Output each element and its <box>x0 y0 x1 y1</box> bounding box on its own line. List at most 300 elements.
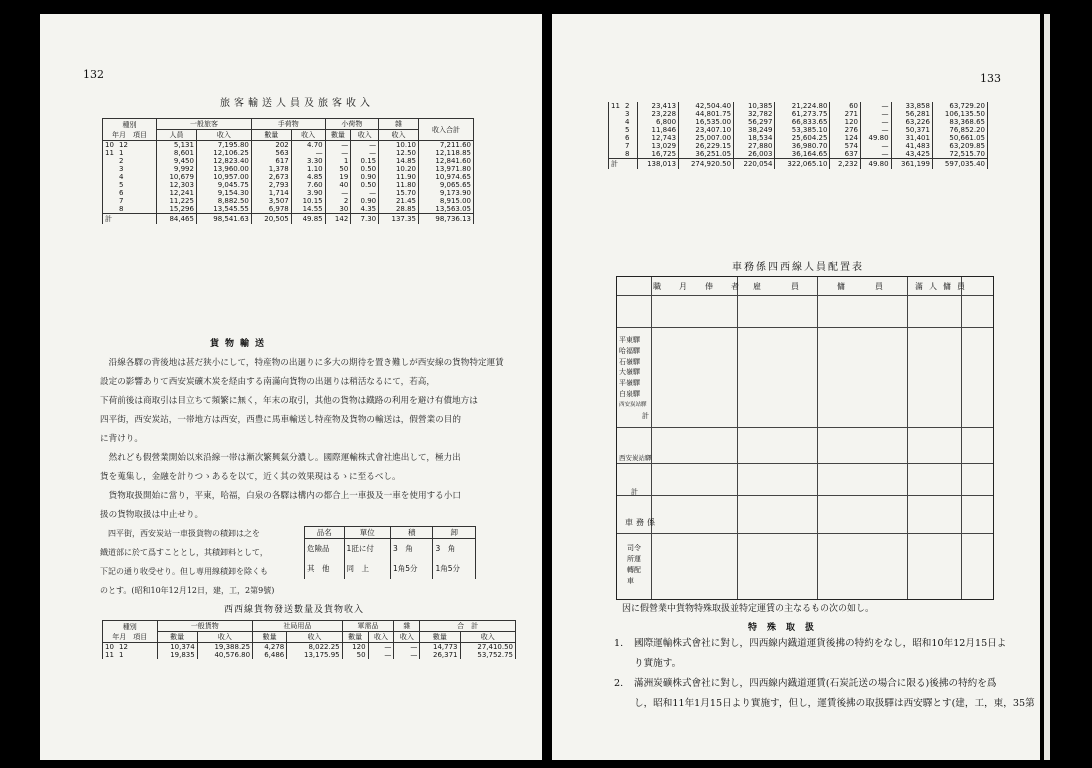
table-cell: 49.80 <box>860 159 891 170</box>
table-title: 旅客輸送人員及旅客收入 <box>220 98 374 109</box>
sub-header: 收入 <box>379 130 419 141</box>
station-label: 平嶺驛 <box>619 379 640 388</box>
table-cell: — <box>351 149 379 157</box>
table-cell: 3.90 <box>291 189 325 197</box>
row-year: 11 <box>611 102 620 110</box>
station-label: 白泉驛 <box>619 389 640 398</box>
table-cell: 12,823.40 <box>196 157 251 165</box>
total-label: 計 <box>103 214 157 225</box>
table-cell: 3,507 <box>251 197 291 205</box>
table-cell: 120 <box>830 118 861 126</box>
table-cell: 23,228 <box>637 110 678 118</box>
table-row <box>103 643 516 652</box>
table-cell: 597,035.40 <box>932 159 987 170</box>
table-cell: 8,022.25 <box>287 643 342 652</box>
group-header: 一般貨物 <box>157 621 253 632</box>
table-cell: 0.15 <box>351 157 379 165</box>
table-cell: 50 <box>342 651 368 659</box>
table-cell: 10,974.65 <box>418 173 473 181</box>
row-date <box>609 150 638 159</box>
row-year: 11 <box>105 651 114 659</box>
group-header: 一般旅客 <box>157 119 252 130</box>
item-text: 國際運輸株式會社に對し，四西線内鐡道運貨後拂の特約をなし，昭和10年12月15日よ <box>634 638 1007 649</box>
special-items <box>614 634 1040 714</box>
table-cell: 15,296 <box>157 205 197 214</box>
sub-header: 收入 <box>196 130 251 141</box>
table-cell: 2,232 <box>830 159 861 170</box>
table-cell: 0.90 <box>351 197 379 205</box>
table-cell: 13,960.00 <box>196 165 251 173</box>
table-cell: 10,374 <box>157 643 197 652</box>
row-date <box>609 142 638 150</box>
table-row <box>609 118 988 126</box>
paragraph-line: 下記の通り收受せり。但し専用線積卸を除くも <box>100 567 268 576</box>
stub-bottom-right: 項目 <box>133 130 148 139</box>
row-month: 1 <box>119 149 124 157</box>
row-date <box>609 126 638 134</box>
stub-top: 種別 <box>122 120 137 129</box>
table-cell: 138,013 <box>637 159 678 170</box>
group-header: 收入合計 <box>418 119 473 141</box>
table-cell: 12,106.25 <box>196 149 251 157</box>
sub-header: 數量 <box>325 130 351 141</box>
section-label: 司令所運轉配車 <box>627 544 641 585</box>
item-text: り實施す。 <box>634 658 682 669</box>
table-cell: 25,007.00 <box>679 134 734 142</box>
table-cell: 23,407.10 <box>679 126 734 134</box>
sub-header: 數量 <box>420 632 460 643</box>
table-cell: — <box>368 643 394 652</box>
table-cell: 9,173.90 <box>418 189 473 197</box>
station-list <box>619 335 649 421</box>
table-cell: 10.20 <box>379 165 419 173</box>
fee-load: 1角5分 <box>390 559 433 579</box>
table-cell: 63,226 <box>891 118 932 126</box>
table-cell: 6,978 <box>251 205 291 214</box>
table-cell: 72,515.70 <box>932 150 987 159</box>
loading-fee-text <box>100 524 300 600</box>
table-cell: 10,957.00 <box>196 173 251 181</box>
table-cell: 574 <box>830 142 861 150</box>
sub-header: 收入 <box>291 130 325 141</box>
table-cell: 2,793 <box>251 181 291 189</box>
table-cell: 76,852.20 <box>932 126 987 134</box>
station-label: 哈福驛 <box>619 346 640 355</box>
fee-header: 積 <box>390 527 433 539</box>
row-month: 6 <box>625 134 630 142</box>
table-cell: 4,278 <box>253 643 287 652</box>
table-cell: 44,801.75 <box>679 110 734 118</box>
table-cell: 106,135.50 <box>932 110 987 118</box>
table-cell: 23,413 <box>637 102 678 110</box>
table-cell: 12,841.60 <box>418 157 473 165</box>
table-cell: 15.70 <box>379 189 419 197</box>
table-row <box>609 150 988 159</box>
table-cell: 1,378 <box>251 165 291 173</box>
table-cell: 19,388.25 <box>197 643 252 652</box>
page-edge <box>1044 14 1050 760</box>
table-cell: 26,229.15 <box>679 142 734 150</box>
row-month: 4 <box>119 173 124 181</box>
table-cell: 36,251.05 <box>679 150 734 159</box>
table-cell: 13,563.05 <box>418 205 473 214</box>
table-cell: 10.15 <box>291 197 325 205</box>
table-row <box>103 157 474 165</box>
row-month: 12 <box>119 141 128 149</box>
paragraph-line: 貨物取扱開始に當り，平東，哈福，白泉の各驛は構内の都合上一車扱及一車を使用する小口 <box>108 491 461 501</box>
table-cell: 10,385 <box>734 102 775 110</box>
row-date <box>609 102 638 110</box>
table-cell: — <box>325 189 351 197</box>
fee-unload: 1角5分 <box>433 559 476 579</box>
row-year: 10 <box>105 643 114 651</box>
row-date <box>103 643 158 652</box>
table-cell: — <box>351 141 379 150</box>
table-cell: 322,065.10 <box>775 159 830 170</box>
total-row <box>609 159 988 170</box>
paragraph-line: 沿線各驛の背後地は甚だ狭小にして，特産物の出廻りに多大の期待を置き難しが西安線の貨物特定運賃設定の影響ありて西安炭礦木炭を経由する南滿向貨物の出廻りは稍活なるにて，若高， <box>100 358 504 387</box>
table-cell: 13,971.80 <box>418 165 473 173</box>
table-cell: 30 <box>325 205 351 214</box>
row-month: 8 <box>119 205 124 213</box>
table-cell: 8,601 <box>157 149 197 157</box>
row-date <box>103 189 157 197</box>
row-date <box>609 110 638 118</box>
table-cell: 42,504.40 <box>679 102 734 110</box>
table-cell: 27,410.50 <box>460 643 515 652</box>
row-month: 5 <box>625 126 630 134</box>
row-date <box>609 118 638 126</box>
fee-unit: 同 上 <box>344 559 390 579</box>
table-cell: 120 <box>342 643 368 652</box>
table-row <box>103 149 474 157</box>
table-cell: 61,273.75 <box>775 110 830 118</box>
table-cell: 50,661.05 <box>932 134 987 142</box>
table-cell: 3.30 <box>291 157 325 165</box>
table-cell: 12.50 <box>379 149 419 157</box>
table-cell: 2,673 <box>251 173 291 181</box>
table-cell: 21.45 <box>379 197 419 205</box>
table-cell: 1 <box>325 157 351 165</box>
table-row <box>609 126 988 134</box>
total-label: 計 <box>631 488 638 496</box>
table-cell: 11,225 <box>157 197 197 205</box>
section-label: 西安炭站驛 <box>619 454 652 462</box>
table-cell: — <box>291 149 325 157</box>
right-page <box>552 14 1040 760</box>
row-year: 10 <box>105 141 114 149</box>
sub-header: 收入 <box>351 130 379 141</box>
item-line <box>614 634 1040 654</box>
staff-col-group: 傭員 <box>837 282 913 291</box>
stub-top: 種別 <box>122 622 137 631</box>
station-label: 平東驛 <box>619 336 640 344</box>
table-stub <box>103 119 157 141</box>
fee-header: 卸 <box>433 527 476 539</box>
item-line <box>614 694 1040 714</box>
table-cell: 9,992 <box>157 165 197 173</box>
sub-header: 數量 <box>253 632 287 643</box>
table-cell: 28.85 <box>379 205 419 214</box>
fee-item: 危險品 <box>305 539 345 559</box>
group-header: 手荷物 <box>251 119 325 130</box>
sub-header: 收入 <box>394 632 420 643</box>
sub-header: 收入 <box>460 632 515 643</box>
table-row <box>609 110 988 118</box>
table-cell: 9,154.30 <box>196 189 251 197</box>
table-cell: 21,224.80 <box>775 102 830 110</box>
row-month: 1 <box>119 651 124 659</box>
table-cell: 50,371 <box>891 126 932 134</box>
row-month: 3 <box>119 165 124 173</box>
table-row <box>103 197 474 205</box>
table-cell: 4.35 <box>351 205 379 214</box>
table-cell: 11.80 <box>379 181 419 189</box>
staff-table <box>616 276 994 600</box>
table-cell: 7.30 <box>351 214 379 225</box>
table-cell: 13,545.55 <box>196 205 251 214</box>
table-cell: 66,833.65 <box>775 118 830 126</box>
table-cell: — <box>351 189 379 197</box>
sub-header: 收入 <box>197 632 252 643</box>
table-cell: 63,729.20 <box>932 102 987 110</box>
table-cell: 84,465 <box>157 214 197 225</box>
table-cell: 19 <box>325 173 351 181</box>
table-row <box>609 142 988 150</box>
table-cell: — <box>394 643 420 652</box>
table-cell: 202 <box>251 141 291 150</box>
row-date <box>609 134 638 142</box>
table-cell: 19,835 <box>157 651 197 659</box>
fee-table <box>304 526 476 579</box>
station-label: 石嶺驛 <box>619 357 640 366</box>
table-cell: 12,743 <box>637 134 678 142</box>
page-number: 133 <box>980 72 1001 85</box>
table-cell: 26,003 <box>734 150 775 159</box>
paragraph-line: 四平街，西安炭站一車扱貨物の積卸は之を <box>108 529 260 538</box>
table-cell: 6,800 <box>637 118 678 126</box>
table-row <box>103 189 474 197</box>
table-cell: 8,882.50 <box>196 197 251 205</box>
table-cell: — <box>325 141 351 150</box>
item-line <box>614 674 1040 694</box>
table-cell: 36,980.70 <box>775 142 830 150</box>
table-cell: — <box>860 142 891 150</box>
passenger-table <box>102 118 474 224</box>
table-cell: 18,534 <box>734 134 775 142</box>
table-cell: 98,736.13 <box>418 214 473 225</box>
table-cell: 16,725 <box>637 150 678 159</box>
table-cell: — <box>860 102 891 110</box>
table-cell: 142 <box>325 214 351 225</box>
paragraph-line: 四平街，西安炭站，一帯地方は西安，西豊に馬車輸送し特産物及貨物の輸送は，假營業の目的 <box>100 415 461 425</box>
table-cell: 38,249 <box>734 126 775 134</box>
table-cell: 36,164.65 <box>775 150 830 159</box>
row-month: 2 <box>119 157 124 165</box>
table-cell: 63,209.85 <box>932 142 987 150</box>
row-month: 12 <box>119 643 128 651</box>
table-cell: 9,450 <box>157 157 197 165</box>
sub-header: 數量 <box>157 632 197 643</box>
item-number: 2. <box>614 678 624 689</box>
paragraph-line: 扱の貨物取扱は中止せり。 <box>100 510 204 520</box>
group-header: 社局用品 <box>253 621 343 632</box>
table-cell: 8,915.00 <box>418 197 473 205</box>
table-cell: 220,054 <box>734 159 775 170</box>
row-date <box>103 157 157 165</box>
paragraph-line: 鐡道部に於て爲すこととし，其積卸料として， <box>100 548 268 557</box>
paragraph-line: 然れども假營業開始以來沿線一帯は漸次繁興氣分濃し。國際運輸株式會社進出して，極力出 <box>108 453 461 463</box>
sub-header: 收入 <box>368 632 394 643</box>
row-month: 8 <box>625 150 630 158</box>
stub-bottom-left: 年月 <box>112 632 127 641</box>
table-cell: 26,371 <box>420 651 460 659</box>
table-cell: 27,880 <box>734 142 775 150</box>
fee-header: 品名 <box>305 527 345 539</box>
station-label: 計 <box>642 411 649 420</box>
paragraph-line: 下荷前後は商取引は目立ちて頻繁に無く，年末の取引，其他の貨物は鐡路の利用を避け有償地方は <box>100 396 478 406</box>
left-page <box>40 14 542 760</box>
section-label: 車務係 <box>625 518 658 527</box>
table-cell: 32,782 <box>734 110 775 118</box>
table-cell: 617 <box>251 157 291 165</box>
station-label: 大嶺驛 <box>619 368 640 377</box>
freight-heading: 貨物輸送 <box>210 339 271 349</box>
table-cell: 271 <box>830 110 861 118</box>
freight-table <box>102 620 516 659</box>
group-header: 雜 <box>394 621 420 632</box>
table-cell: 0.90 <box>351 173 379 181</box>
table-title: 車務係四西線人員配置表 <box>732 262 864 273</box>
table-cell: 13,175.95 <box>287 651 342 659</box>
total-row <box>103 214 474 225</box>
table-cell: 40,576.80 <box>197 651 252 659</box>
row-date <box>103 181 157 189</box>
table-cell: 14.85 <box>379 157 419 165</box>
table-cell: 49.80 <box>860 134 891 142</box>
note-line: 因に假營業中貨物特殊取扱並特定運賃の主なるもの次の如し。 <box>622 604 875 614</box>
table-cell: — <box>394 651 420 659</box>
table-row <box>103 651 516 659</box>
sub-header: 數量 <box>342 632 368 643</box>
table-row <box>103 173 474 181</box>
table-cell: 14.55 <box>291 205 325 214</box>
table-cell: 1.10 <box>291 165 325 173</box>
table-cell: 0.50 <box>351 181 379 189</box>
row-month: 3 <box>625 110 630 118</box>
fee-unit: 1瓩に付 <box>344 539 390 559</box>
special-heading: 特殊取扱 <box>748 623 825 633</box>
table-cell: 13,029 <box>637 142 678 150</box>
table-cell: 53,752.75 <box>460 651 515 659</box>
table-cell: 6,486 <box>253 651 287 659</box>
sub-header: 數量 <box>251 130 291 141</box>
table-cell: 49.85 <box>291 214 325 225</box>
table-cell: 124 <box>830 134 861 142</box>
table-cell: 7.60 <box>291 181 325 189</box>
freight-text <box>100 354 504 525</box>
staff-col-group: 雇員 <box>753 282 829 291</box>
table-cell: 2 <box>325 197 351 205</box>
table-cell: 1,714 <box>251 189 291 197</box>
row-month: 5 <box>119 181 124 189</box>
item-text: し，昭和11年1月15日より實施す，但し，運賃後拂の取扱驛は西安驛とす(建，工，東，35第 <box>634 698 1035 709</box>
table-cell: 56,281 <box>891 110 932 118</box>
table-cell: 50 <box>325 165 351 173</box>
continued-table <box>608 102 988 169</box>
table-cell: 41,483 <box>891 142 932 150</box>
table-stub <box>103 621 158 643</box>
table-cell: 14,773 <box>420 643 460 652</box>
table-row <box>609 134 988 142</box>
row-month: 4 <box>625 118 630 126</box>
row-month: 7 <box>119 197 124 205</box>
table-cell: 7,211.60 <box>418 141 473 150</box>
sub-header: 人員 <box>157 130 197 141</box>
staff-col-group: 職月俸者 <box>653 282 757 291</box>
fee-unload: 3 角 <box>433 539 476 559</box>
row-date <box>103 141 157 150</box>
row-month: 6 <box>119 189 124 197</box>
table-cell: 276 <box>830 126 861 134</box>
row-date <box>103 173 157 181</box>
table-cell: 43,425 <box>891 150 932 159</box>
row-date <box>103 197 157 205</box>
table-cell: 10.10 <box>379 141 419 150</box>
table-cell: 98,541.63 <box>196 214 251 225</box>
row-month: 2 <box>625 102 630 110</box>
table-cell: — <box>860 110 891 118</box>
table-cell: 33,858 <box>891 102 932 110</box>
table-cell: 31,401 <box>891 134 932 142</box>
table-row <box>103 165 474 173</box>
table-cell: 11,846 <box>637 126 678 134</box>
table-cell: 11.90 <box>379 173 419 181</box>
table-cell: 137.35 <box>379 214 419 225</box>
row-date <box>103 149 157 157</box>
group-header: 小荷物 <box>325 119 379 130</box>
table-cell: 0.50 <box>351 165 379 173</box>
paragraph-line: のとす。(昭和10年12月12日，建，工，2第9號) <box>100 586 275 595</box>
table-cell: 25,604.25 <box>775 134 830 142</box>
table-cell: 20,505 <box>251 214 291 225</box>
item-text: 滿洲炭礦株式會社に對し，四西線内鐡道運賃(石炭託送の場合に限る)後拂の特約を爲 <box>634 678 997 689</box>
row-date <box>103 651 158 659</box>
table-cell: — <box>860 150 891 159</box>
fee-load: 3 角 <box>390 539 433 559</box>
table-cell: 361,199 <box>891 159 932 170</box>
table-cell: 56,297 <box>734 118 775 126</box>
table-cell: — <box>860 126 891 134</box>
table-cell: 83,368.65 <box>932 118 987 126</box>
fee-item: 其 他 <box>305 559 345 579</box>
row-month: 7 <box>625 142 630 150</box>
table-cell: 60 <box>830 102 861 110</box>
sub-header: 收入 <box>287 632 342 643</box>
row-year: 11 <box>105 149 114 157</box>
table-cell: — <box>860 118 891 126</box>
table-cell: 4.70 <box>291 141 325 150</box>
group-header: 雜 <box>379 119 419 130</box>
table-cell: 12,303 <box>157 181 197 189</box>
table-cell: 53,385.10 <box>775 126 830 134</box>
table-cell: 9,065.65 <box>418 181 473 189</box>
item-number: 1. <box>614 638 624 649</box>
table-row <box>609 102 988 110</box>
table-cell: 5,131 <box>157 141 197 150</box>
table-row <box>103 205 474 214</box>
table-cell: — <box>325 149 351 157</box>
